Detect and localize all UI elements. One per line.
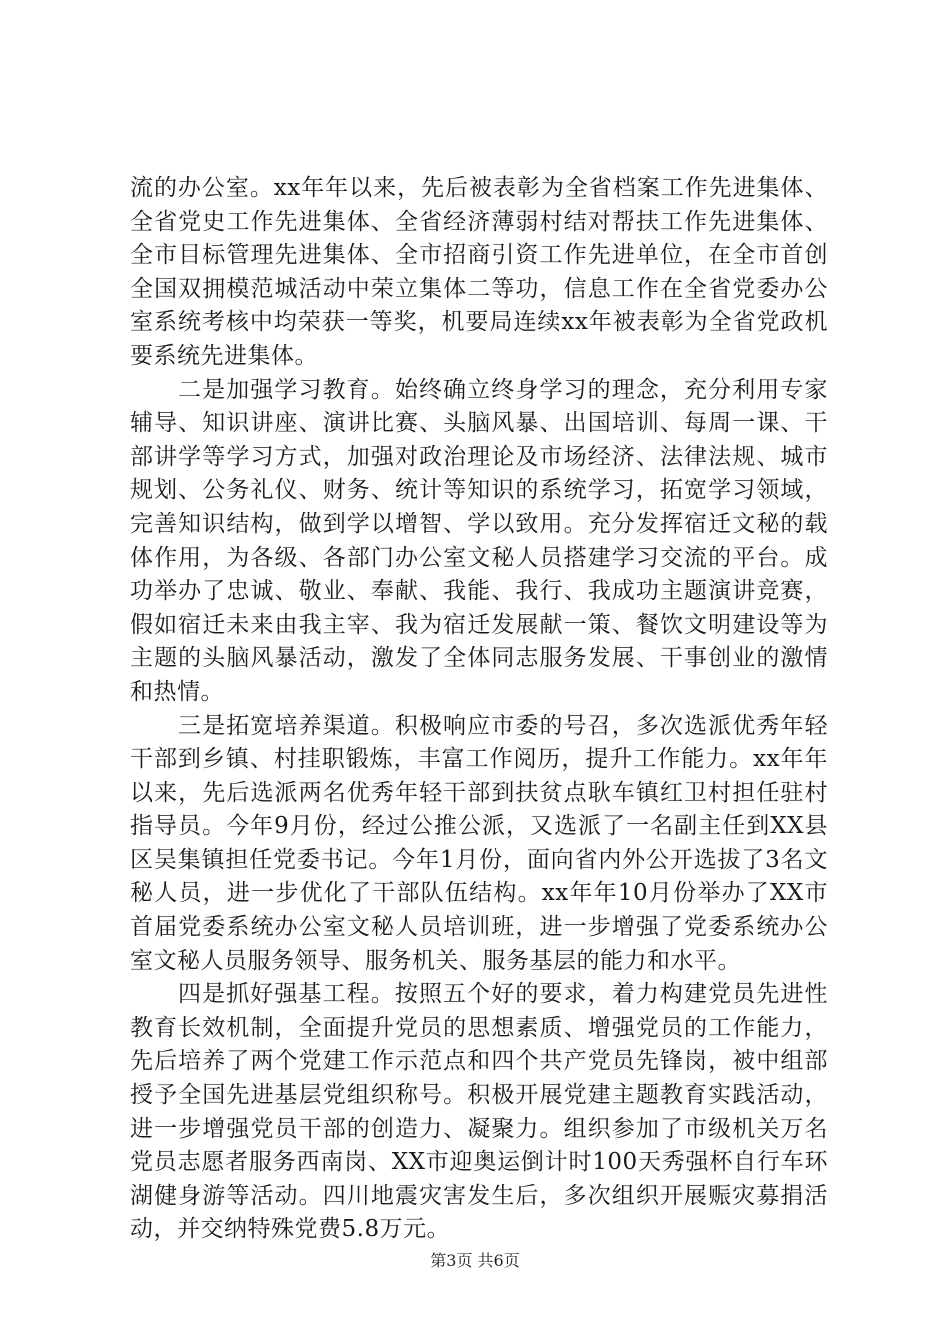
- page-footer: 第3页 共6页: [430, 1251, 520, 1270]
- paragraph-training-channels: 三是拓宽培养渠道。积极响应市委的号召，多次选派优秀年轻干部到乡镇、村挂职锻炼，丰富工作阅历，提升工作能力。xx年年以来，先后选派两名优秀年轻干部到扶贫点耿车镇红卫村担任驻村指导员。今年9月份，经过公推公派，又选派了一名副主任到XX县区吴集镇担任党委书记。今年1月份，面向省内外公开选拔了3名文秘人员，进一步优化了干部队伍结构。xx年年10月份举办了XX市首届党委系统办公室文秘人员培训班，进一步增强了党委系统办公室文秘人员服务领导、服务机关、服务基层的能力和水平。: [130, 712, 828, 974]
- paragraph-study-education: 二是加强学习教育。始终确立终身学习的理念，充分利用专家辅导、知识讲座、演讲比赛、头脑风暴、出国培训、每周一课、干部讲学等学习方式，加强对政治理论及市场经济、法律法规、城市规划、公务礼仪、财务、统计等知识的系统学习，拓宽学习领域，完善知识结构，做到学以增智、学以致用。充分发挥宿迁文秘的载体作用，为各级、各部门办公室文秘人员搭建学习交流的平台。成功举办了忠诚、敬业、奉献、我能、我行、我成功主题演讲竞赛，假如宿迁未来由我主宰、我为宿迁发展献一策、餐饮文明建设等为主题的头脑风暴活动，激发了全体同志服务发展、干事创业的激情和热情。: [130, 376, 828, 705]
- paragraph-intro-continuation: 流的办公室。xx年年以来，先后被表彰为全省档案工作先进集体、全省党史工作先进集体、全省经济薄弱村结对帮扶工作先进集体、全市目标管理先进集体、全市招商引资工作先进单位，在全市首创全国双拥模范城活动中荣立集体二等功，信息工作在全省党委办公室系统考核中均荣获一等奖，机要局连续xx年被表彰为全省党政机要系统先进集体。: [130, 175, 828, 369]
- document-body: [130, 172, 828, 1247]
- paragraph-grassroots-project: 四是抓好强基工程。按照五个好的要求，着力构建党员先进性教育长效机制，全面提升党员的思想素质、增强党员的工作能力，先后培养了两个党建工作示范点和四个共产党员先锋岗，被中组部授予全国先进基层党组织称号。积极开展党建主题教育实践活动，进一步增强党员干部的创造力、凝聚力。组织参加了市级机关万名党员志愿者服务西南岗、XX市迎奥运倒计时100天秀强杯自行车环湖健身游等活动。四川地震灾害发生后，多次组织开展赈灾募捐活动，并交纳特殊党费5.8万元。: [130, 981, 828, 1243]
